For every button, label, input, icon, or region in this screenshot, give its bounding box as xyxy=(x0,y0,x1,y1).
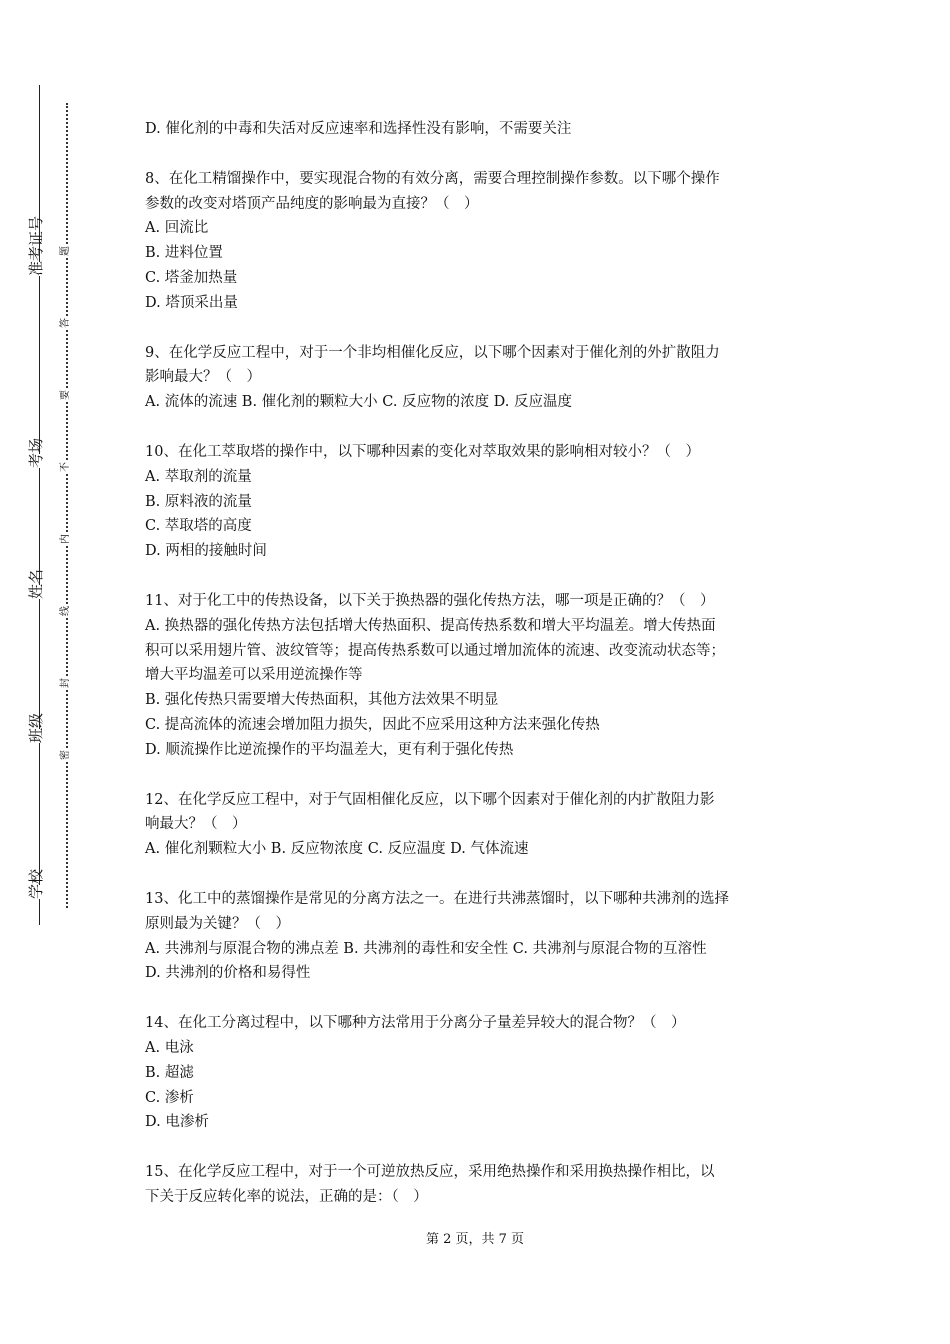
option-line: D. 塔顶采出量 xyxy=(145,294,238,311)
question-12 xyxy=(145,788,810,862)
question-15 xyxy=(145,1160,810,1210)
option-line: B. 进料位置 xyxy=(145,245,223,262)
question-stem: 原则最为关键？（ ） xyxy=(145,915,290,932)
option-line: A. 换热器的强化传热方法包括增大传热面积、提高传热系数和增大平均温差。增大传热面 xyxy=(145,617,716,634)
option-line: 增大平均温差可以采用逆流操作等 xyxy=(145,667,363,684)
seal-dotted-line xyxy=(66,103,68,908)
question-stem: 响最大？（ ） xyxy=(145,816,247,833)
option-line: C. 塔釜加热量 xyxy=(145,269,238,286)
question-stem: 8、在化工精馏操作中，要实现混合物的有效分离，需要合理控制操作参数。以下哪个操作 xyxy=(145,170,720,187)
option-line: D. 顺流操作比逆流操作的平均温差大，更有利于强化传热 xyxy=(145,741,514,758)
question-stem: 15、在化学反应工程中，对于一个可逆放热反应，采用绝热操作和采用换热操作相比，以 xyxy=(145,1164,715,1181)
question-13 xyxy=(145,887,810,986)
question-8 xyxy=(145,167,810,316)
option-line: C. 提高流体的流速会增加阻力损失，因此不应采用这种方法来强化传热 xyxy=(145,716,600,733)
exam-id-label: 准考证号 xyxy=(27,215,45,276)
question-content xyxy=(145,117,810,1235)
option-line: B. 超滤 xyxy=(145,1064,194,1081)
option-line: A. 回流比 xyxy=(145,220,209,237)
previous-question-tail xyxy=(145,117,810,142)
question-stem: 影响最大？（ ） xyxy=(145,369,261,386)
question-stem: 13、化工中的蒸馏操作是常见的分离方法之一。在进行共沸蒸馏时，以下哪种共沸剂的选择 xyxy=(145,890,729,907)
question-stem: 11、对于化工中的传热设备，以下关于换热器的强化传热方法，哪一项是正确的？（ ） xyxy=(145,592,715,609)
option-line: C. 渗析 xyxy=(145,1089,194,1106)
question-11 xyxy=(145,589,810,763)
option-line: A. 电泳 xyxy=(145,1039,194,1056)
school-label: 学校 xyxy=(27,868,45,899)
question-stem: 9、在化学反应工程中，对于一个非均相催化反应，以下哪个因素对于催化剂的外扩散阻力 xyxy=(145,344,720,361)
question-stem: 下关于反应转化率的说法，正确的是：（ ） xyxy=(145,1188,428,1205)
option-line: D. 电渗析 xyxy=(145,1114,209,1131)
option-line: B. 原料液的流量 xyxy=(145,493,252,510)
room-label: 考场 xyxy=(27,437,45,468)
seal-char: 要 xyxy=(60,390,71,400)
seal-char: 内 xyxy=(60,534,71,544)
seal-char: 题 xyxy=(60,246,71,256)
question-stem: 参数的改变对塔顶产品纯度的影响最为直接？（ ） xyxy=(145,195,479,212)
seal-char: 线 xyxy=(60,606,71,616)
option-line: D. 共沸剂的价格和易得性 xyxy=(145,965,311,982)
seal-char: 不 xyxy=(60,462,71,472)
question-stem: 10、在化工萃取塔的操作中，以下哪种因素的变化对萃取效果的影响相对较小？（ ） xyxy=(145,443,700,460)
seal-char: 答 xyxy=(60,318,71,328)
name-label: 姓名 xyxy=(27,568,45,599)
page-number: 第 2 页，共 7 页 xyxy=(425,1232,525,1247)
option-line: D. 催化剂的中毒和失活对反应速率和选择性没有影响，不需要关注 xyxy=(145,121,572,137)
binding-solid-line xyxy=(39,85,40,925)
seal-char: 密 xyxy=(60,750,71,760)
question-stem: 14、在化工分离过程中，以下哪种方法常用于分离分子量差异较大的混合物？（ ） xyxy=(145,1015,686,1032)
option-line: B. 强化传热只需要增大传热面积，其他方法效果不明显 xyxy=(145,692,499,709)
option-line: A. 萃取剂的流量 xyxy=(145,468,252,485)
option-line: A. 共沸剂与原混合物的沸点差 B. 共沸剂的毒性和安全性 C. 共沸剂与原混合物的互溶性 xyxy=(145,940,707,957)
question-14 xyxy=(145,1011,810,1135)
seal-char: 封 xyxy=(60,678,71,688)
option-line: D. 两相的接触时间 xyxy=(145,543,267,560)
option-line: 积可以采用翅片管、波纹管等；提高传热系数可以通过增加流体的流速、改变流动状态等； xyxy=(145,642,725,659)
question-stem: 12、在化学反应工程中，对于气固相催化反应，以下哪个因素对于催化剂的内扩散阻力影 xyxy=(145,791,715,808)
option-line: A. 催化剂颗粒大小 B. 反应物浓度 C. 反应温度 D. 气体流速 xyxy=(145,841,529,858)
option-line: A. 流体的流速 B. 催化剂的颗粒大小 C. 反应物的浓度 D. 反应温度 xyxy=(145,394,573,411)
question-10 xyxy=(145,440,810,564)
class-label: 班级 xyxy=(27,712,45,743)
option-line: C. 萃取塔的高度 xyxy=(145,518,252,535)
question-9 xyxy=(145,341,810,415)
